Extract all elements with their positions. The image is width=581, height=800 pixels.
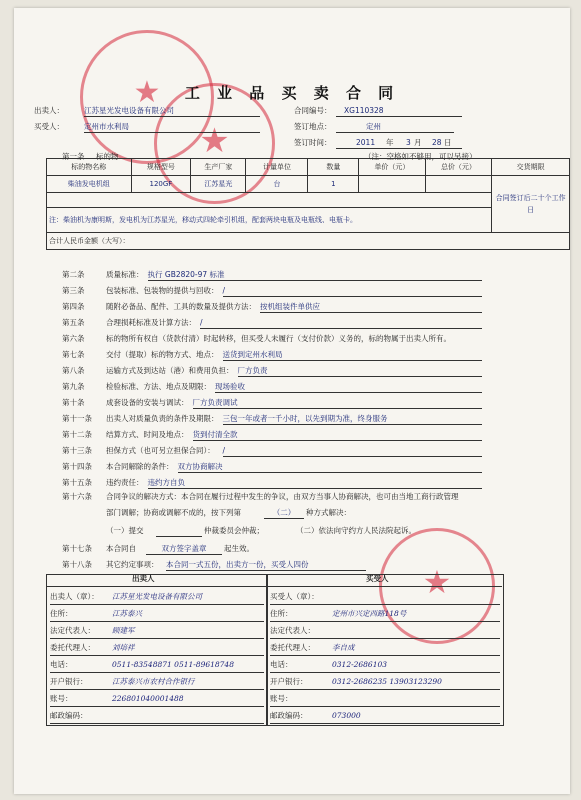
seller-row-value: 226801040001488 bbox=[112, 694, 184, 703]
buyer-row-label: 账号： bbox=[270, 694, 293, 703]
goods-cell-qty: 1 bbox=[308, 176, 359, 193]
seller-row-value: 顾建军 bbox=[112, 626, 135, 635]
clause-fill: 货到付清全款 bbox=[193, 430, 483, 441]
buyer-row-label: 买受人（章）： bbox=[270, 592, 319, 601]
seller-row-label: 法定代表人： bbox=[50, 626, 95, 635]
seller-block-title: 出卖人 bbox=[132, 574, 155, 583]
art17-no: 第十七条 bbox=[62, 544, 92, 553]
clause-no: 第十二条 bbox=[62, 430, 92, 439]
clause-fill: 厂方负责 bbox=[238, 366, 483, 377]
clause-no: 第二条 bbox=[62, 270, 85, 279]
buyer-block-title: 买受人 bbox=[366, 574, 389, 583]
goods-cell-name: 柴油发电机组 bbox=[47, 176, 132, 193]
clause-fill: / bbox=[223, 446, 483, 457]
clause-fill: 按机组装件单供应 bbox=[260, 302, 482, 313]
seller-row-value: 江苏泰兴市农村合作银行 bbox=[112, 677, 195, 686]
contract-no: XG110328 bbox=[336, 106, 462, 117]
goods-header-price: 单价（元） bbox=[359, 159, 426, 176]
clause-fill: 违约方自负 bbox=[148, 478, 483, 489]
clause-no: 第九条 bbox=[62, 382, 85, 391]
art16-no: 第十六条 bbox=[62, 492, 92, 501]
clause-text: 交付（提取）标的物方式、地点： bbox=[106, 350, 219, 359]
clause-text: 运输方式及到达站（港）和费用负担： bbox=[106, 366, 234, 375]
goods-header-maker: 生产厂家 bbox=[191, 159, 246, 176]
clause-text: 出卖人对质量负责的条件及期限： bbox=[106, 414, 219, 423]
seller-row-divider bbox=[50, 638, 264, 639]
clause-text: 担保方式（也可另立担保合同）： bbox=[106, 446, 215, 455]
art16-option1-b: 仲裁委员会仲裁； bbox=[204, 526, 264, 535]
sign-date-month-unit: 月 bbox=[414, 138, 422, 147]
goods-cell-model: 120GF bbox=[131, 176, 191, 193]
goods-cell-delivery: 合同签订后二十个工作日 bbox=[492, 176, 570, 233]
clause-text: 结算方式、时间及地点： bbox=[106, 430, 189, 439]
clause-text: 本合同解除的条件： bbox=[106, 462, 174, 471]
goods-header-total: 总价（元） bbox=[425, 159, 492, 176]
goods-cell-maker: 江苏星光 bbox=[191, 176, 246, 193]
goods-header-qty: 数量 bbox=[308, 159, 359, 176]
seller-row-label: 电话： bbox=[50, 660, 73, 669]
buyer-row-label: 邮政编码： bbox=[270, 711, 308, 720]
goods-total-label: 合计人民币金额（大写）： bbox=[47, 233, 570, 250]
clause-fill: 送货到定州水利局 bbox=[223, 350, 483, 361]
buyer-label: 买受人： bbox=[34, 122, 64, 131]
sign-date-underline bbox=[336, 148, 462, 149]
seller-row-label: 委托代理人： bbox=[50, 643, 95, 652]
buyer-row-value: 0312-2686103 bbox=[332, 660, 388, 669]
clause-fill: 厂方负责调试 bbox=[193, 398, 483, 409]
seller-label: 出卖人： bbox=[34, 106, 64, 115]
seller-row-divider bbox=[50, 723, 264, 724]
clause-no: 第十四条 bbox=[62, 462, 92, 471]
clause-no: 第六条 bbox=[62, 334, 85, 343]
seller-row-divider bbox=[50, 604, 264, 605]
art16-choice: （二） bbox=[264, 508, 304, 519]
buyer-row-value: 定州市兴定西路118号 bbox=[332, 609, 407, 618]
buyer-row-divider bbox=[270, 621, 500, 622]
seller-row-divider bbox=[50, 689, 264, 690]
goods-header-model: 规格型号 bbox=[131, 159, 191, 176]
clause-text: 成套设备的安装与调试： bbox=[106, 398, 189, 407]
art16-option1: （一）提交 bbox=[106, 526, 144, 535]
clause-text: 随附必备品、配件、工具的数量及提供方法： bbox=[106, 302, 256, 311]
buyer-row-value: 073000 bbox=[332, 711, 361, 720]
seller-row-divider bbox=[50, 706, 264, 707]
clause-no: 第十三条 bbox=[62, 446, 92, 455]
goods-header-name: 标的物名称 bbox=[47, 159, 132, 176]
buyer-row-divider bbox=[270, 655, 500, 656]
buyer-row-divider bbox=[270, 638, 500, 639]
clause-no: 第十五条 bbox=[62, 478, 92, 487]
art18-fill: 本合同一式五份，出卖方一份，买受人四份 bbox=[166, 560, 366, 571]
seller-row-divider bbox=[50, 621, 264, 622]
art1-text: 标的物 bbox=[96, 152, 119, 161]
signature-head-divider bbox=[46, 586, 502, 587]
buyer-name: 定州市水利局 bbox=[84, 122, 260, 133]
goods-header-delivery: 交货期限 bbox=[492, 159, 570, 176]
clause-text: 标的物所有权自（货款付清）时起转移，但买受人未履行（支付价款）义务的，标的物属于出卖人所有。 bbox=[106, 334, 451, 343]
art17-after: 起生效。 bbox=[224, 544, 254, 553]
art17-text: 本合同自 bbox=[106, 544, 136, 553]
art18-text: 其它约定事项： bbox=[106, 560, 159, 569]
art16-option1-blank bbox=[156, 536, 202, 537]
seller-row-value: 刘培祥 bbox=[112, 643, 135, 652]
document-title: 工 业 品 买 卖 合 同 bbox=[184, 84, 400, 102]
art16-option2: （二）依法向守约方人民法院起诉。 bbox=[296, 526, 416, 535]
sign-date-month: 3 bbox=[406, 138, 411, 147]
goods-cell-total bbox=[425, 176, 492, 193]
goods-table bbox=[46, 158, 570, 250]
buyer-row-label: 住所： bbox=[270, 609, 293, 618]
clause-text: 质量标准： bbox=[106, 270, 144, 279]
seller-row-divider bbox=[50, 655, 264, 656]
sign-place: 定州 bbox=[336, 122, 454, 133]
clause-no: 第十一条 bbox=[62, 414, 92, 423]
seller-row-divider bbox=[50, 672, 264, 673]
buyer-row-label: 电话： bbox=[270, 660, 293, 669]
buyer-row-divider bbox=[270, 706, 500, 707]
buyer-row-value: 李自成 bbox=[332, 643, 355, 652]
clause-no: 第八条 bbox=[62, 366, 85, 375]
clause-fill: / bbox=[223, 286, 483, 297]
seller-row-label: 邮政编码： bbox=[50, 711, 88, 720]
sign-date-day-unit: 日 bbox=[444, 138, 452, 147]
art1-note: （注：空格如不够用，可以另接） bbox=[364, 152, 477, 161]
clause-no: 第七条 bbox=[62, 350, 85, 359]
clause-text: 检验标准、方法、地点及期限： bbox=[106, 382, 211, 391]
seller-company-seal: ★ bbox=[80, 30, 214, 164]
sign-date-day: 28 bbox=[432, 138, 442, 147]
clause-text: 合理损耗标准及计算方法： bbox=[106, 318, 196, 327]
clause-no: 第四条 bbox=[62, 302, 85, 311]
clause-fill: 执行 GB2820-97 标准 bbox=[148, 270, 483, 281]
goods-cell-unit: 台 bbox=[246, 176, 308, 193]
seller-name: 江苏星光发电设备有限公司 bbox=[84, 106, 260, 117]
clause-no: 第十条 bbox=[62, 398, 85, 407]
buyer-row-divider bbox=[270, 672, 500, 673]
art1-no: 第一条 bbox=[62, 152, 85, 161]
buyer-row-label: 法定代表人： bbox=[270, 626, 315, 635]
art16-line2b: 种方式解决： bbox=[306, 508, 351, 517]
contract-no-label: 合同编号： bbox=[294, 106, 332, 115]
buyer-row-label: 开户银行： bbox=[270, 677, 308, 686]
seller-row-label: 账号： bbox=[50, 694, 73, 703]
art17-fill: 双方签字盖章 bbox=[146, 544, 222, 555]
seller-row-value: 江苏泰兴 bbox=[112, 609, 142, 618]
goods-header-unit: 计量单位 bbox=[246, 159, 308, 176]
sign-date-year: 2011 bbox=[356, 138, 376, 147]
art16-line2: 部门调解；协商或调解不成的，按下列第 bbox=[106, 508, 241, 517]
art16-line1: 合同争议的解决方式：本合同在履行过程中发生的争议，由双方当事人协商解决，也可由当地工商行政管理 bbox=[106, 492, 459, 501]
sign-date-label: 签订时间： bbox=[294, 138, 332, 147]
clause-no: 第五条 bbox=[62, 318, 85, 327]
clause-no: 第三条 bbox=[62, 286, 85, 295]
buyer-row-value: 0312-2686235 13903123290 bbox=[332, 677, 442, 686]
buyer-office-seal: ★ bbox=[154, 83, 275, 204]
buyer-row-divider bbox=[270, 723, 500, 724]
clause-fill: 现场验收 bbox=[215, 382, 482, 393]
buyer-row-divider bbox=[270, 604, 500, 605]
goods-cell-price bbox=[359, 176, 426, 193]
buyer-row-label: 委托代理人： bbox=[270, 643, 315, 652]
contract-page bbox=[14, 8, 570, 794]
seller-row-label: 出卖人（章）： bbox=[50, 592, 99, 601]
seller-row-label: 住所： bbox=[50, 609, 73, 618]
sign-place-label: 签订地点： bbox=[294, 122, 332, 131]
clause-text: 违约责任： bbox=[106, 478, 144, 487]
seller-row-value: 0511-83548871 0511-89618748 bbox=[112, 660, 234, 669]
buyer-office-seal-2: ★ bbox=[379, 528, 495, 644]
clause-text: 包装标准、包装物的提供与回收： bbox=[106, 286, 219, 295]
sign-date-year-unit: 年 bbox=[386, 138, 394, 147]
buyer-row-divider bbox=[270, 689, 500, 690]
clause-fill: 三包一年或者一千小时，以先到期为准，终身服务 bbox=[223, 414, 483, 425]
goods-note: 注：柴油机为康明斯，发电机为江苏星光，移动式四轮牵引机组，配套两块电瓶及电瓶线、电瓶卡。 bbox=[47, 208, 492, 233]
clause-fill: / bbox=[200, 318, 482, 329]
clause-fill: 双方协商解决 bbox=[178, 462, 483, 473]
seller-row-label: 开户银行： bbox=[50, 677, 88, 686]
seller-row-value: 江苏星光发电设备有限公司 bbox=[112, 592, 202, 601]
art18-no: 第十八条 bbox=[62, 560, 92, 569]
